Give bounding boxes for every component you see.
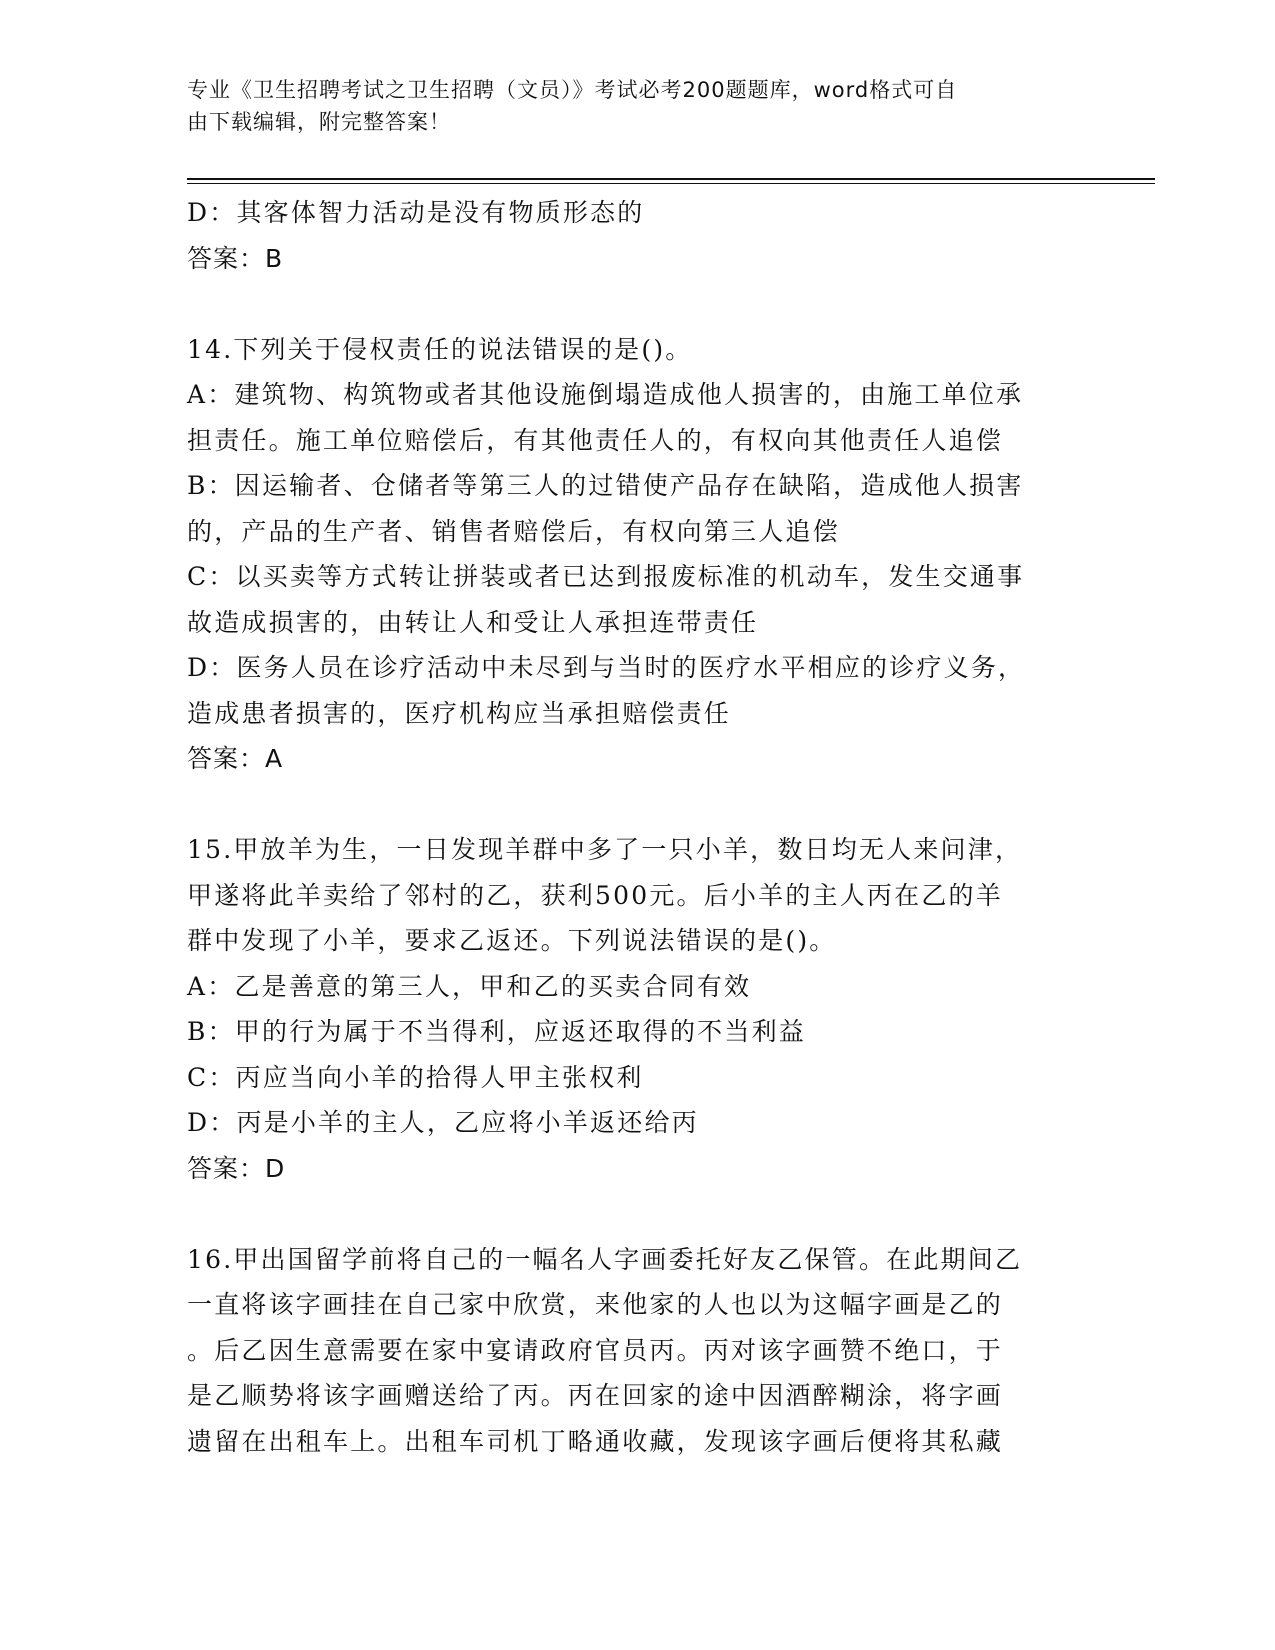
- q16-stem-line-5: 遗留在出租车上。出租车司机丁略通收藏，发现该字画后便将其私藏: [187, 1426, 1004, 1456]
- q15-stem-line-2: 甲遂将此羊卖给了邻村的乙，获利500元。后小羊的主人丙在乙的羊: [187, 880, 1003, 910]
- question-16: [187, 1237, 1107, 1465]
- q14-option-b-line-2: 的，产品的生产者、销售者赔偿后，有权向第三人追偿: [187, 516, 840, 546]
- q16-stem-line-3: 。后乙因生意需要在家中宴请政府官员丙。丙对该字画赞不绝口，于: [187, 1335, 1004, 1365]
- q16-stem-line-2: 一直将该字画挂在自己家中欣赏，来他家的人也以为这幅字画是乙的: [187, 1290, 1004, 1319]
- q14-option-a-line-1: A：建筑物、构筑物或者其他设施倒塌造成他人损害的，由施工单位承: [187, 380, 1024, 409]
- header-divider-thick: [187, 178, 1155, 180]
- q14-option-c-line-2: 故造成损害的，由转让人和受让人承担连带责任: [187, 607, 759, 637]
- q16-stem-line-1: 16.甲出国留学前将自己的一幅名人字画委托好友乙保管。在此期间乙: [187, 1244, 1023, 1274]
- q16-stem-line-4: 是乙顺势将该字画赠送给了丙。丙在回家的途中因酒醉糊涂，将字画: [187, 1381, 1004, 1410]
- q15-option-c: C：丙应当向小羊的拾得人甲主张权利: [187, 1062, 644, 1092]
- q14-option-d-line-1: D：医务人员在诊疗活动中未尽到与当时的医疗水平相应的诊疗义务，: [187, 653, 1026, 682]
- header-line-1: 专业《卫生招聘考试之卫生招聘（文员）》考试必考200题题库，word格式可自: [187, 78, 958, 102]
- question-14: [187, 327, 1107, 782]
- q15-option-a: A：乙是善意的第三人，甲和乙的买卖合同有效: [187, 971, 752, 1001]
- q15-stem-line-3: 群中发现了小羊，要求乙返还。下列说法错误的是()。: [187, 926, 837, 955]
- q14-answer: 答案：A: [187, 744, 284, 773]
- spacer: [187, 782, 1107, 828]
- spacer: [187, 1191, 1107, 1237]
- q14-option-b-line-1: B：因运输者、仓储者等第三人的过错使产品存在缺陷，造成他人损害: [187, 471, 1024, 500]
- spacer: [187, 281, 1107, 327]
- q13-answer: 答案：B: [187, 243, 284, 273]
- question-13-tail: [187, 190, 1107, 281]
- q15-stem-line-1: 15.甲放羊为生，一日发现羊群中多了一只小羊，数日均无人来问津，: [187, 835, 1023, 864]
- q14-stem: 14.下列关于侵权责任的说法错误的是()。: [187, 334, 693, 364]
- q14-option-a-line-2: 担责任。施工单位赔偿后，有其他责任人的，有权向其他责任人追偿: [187, 425, 1004, 455]
- q13-option-d: D：其客体智力活动是没有物质形态的: [187, 198, 645, 227]
- header-divider-thin: [187, 183, 1155, 184]
- q15-option-b: B：甲的行为属于不当得利，应返还取得的不当利益: [187, 1017, 806, 1046]
- question-15: [187, 827, 1107, 1191]
- q14-option-d-line-2: 造成患者损害的，医疗机构应当承担赔偿责任: [187, 698, 732, 728]
- document-body: [187, 190, 1107, 1464]
- page-header: [187, 74, 1067, 138]
- q15-answer: 答案：D: [187, 1153, 286, 1183]
- header-line-2: 由下载编辑，附完整答案！: [187, 110, 451, 134]
- q15-option-d: D：丙是小羊的主人，乙应将小羊返还给丙: [187, 1108, 699, 1137]
- q14-option-c-line-1: C：以买卖等方式转让拼装或者已达到报废标准的机动车，发生交通事: [187, 562, 1025, 591]
